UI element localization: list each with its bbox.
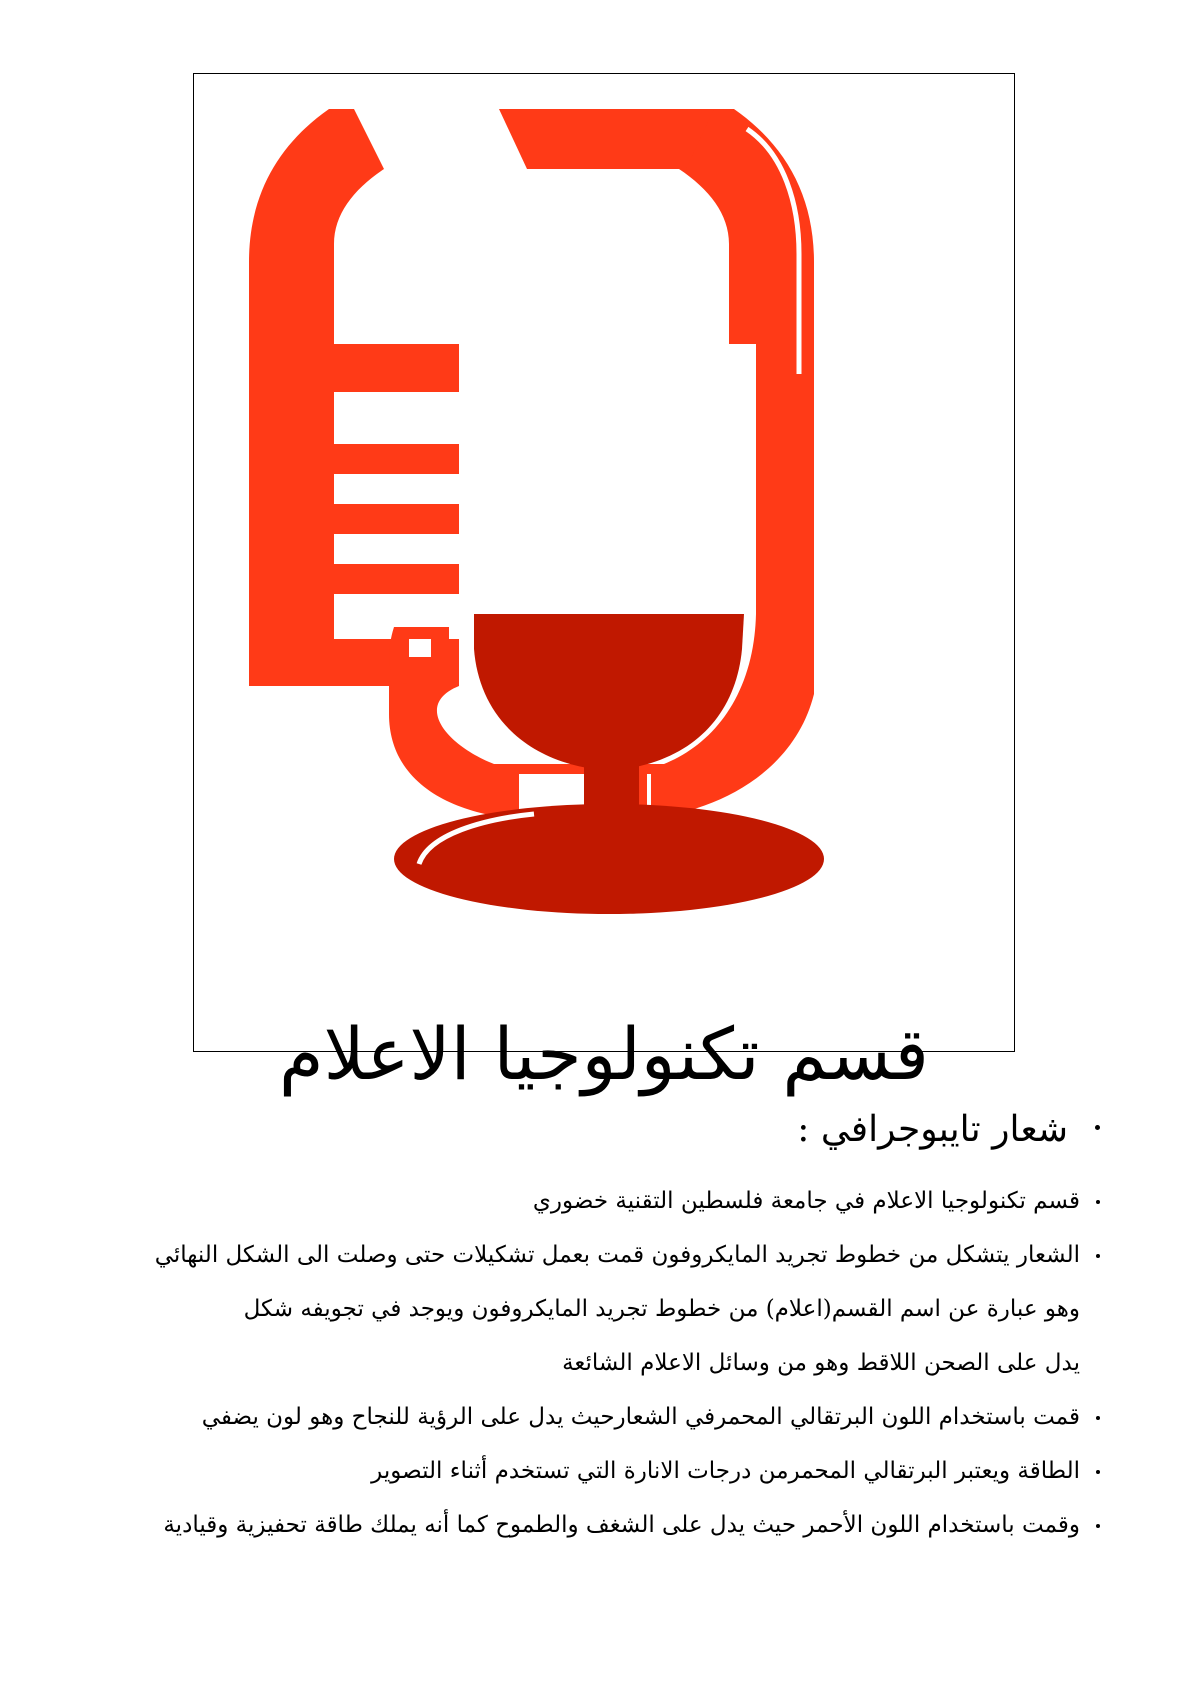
logo-top-bar [499,109,714,169]
microphone-logo-icon [194,74,1014,1051]
section-heading: شعار تايبوجرافي : [797,1109,1068,1150]
bullet-icon [1096,1254,1100,1258]
logo-stripe-gap-2 [334,474,729,504]
logo-inner-right [756,344,814,392]
list-item-text: يدل على الصحن اللاقط وهو من وسائل الاعلام الشائعة [562,1350,1080,1376]
logo-frame [193,73,1015,1096]
bullet-icon [1096,1524,1100,1528]
logo-base [394,804,824,914]
bullet-icon [1096,1416,1100,1420]
logo-stripe-gap-3 [334,534,729,564]
list-item-text: قمت باستخدام اللون البرتقالي المحمرفي الشعارحيث يدل على الرؤية للنجاح وهو لون يضفي [201,1404,1080,1430]
logo-handle-hole [409,639,431,657]
list-item-text: وقمت باستخدام اللون الأحمر حيث يدل على الشغف والطموح كما أنه يملك طاقة تحفيزية وقيادية [163,1512,1080,1538]
list-item-text: الطاقة ويعتبر البرتقالي المحمرمن درجات الانارة التي تستخدم أثناء التصوير [371,1458,1080,1484]
list-item-text: وهو عبارة عن اسم القسم(اعلام) من خطوط تجريد المايكروفون ويوجد في تجويفه شكل [243,1296,1080,1322]
bullet-icon [1095,1125,1100,1130]
logo-stripe-gap-1 [334,392,729,444]
list-item-text: قسم تكنولوجيا الاعلام في جامعة فلسطين التقنية خضوري [532,1188,1080,1214]
list-item-text: الشعار يتشكل من خطوط تجريد المايكروفون قمت بعمل تشكيلات حتى وصلت الى الشكل النهائي [154,1242,1080,1268]
logo-caption: قسم تكنولوجيا الاعلام [279,1012,929,1096]
bullet-icon [1096,1200,1100,1204]
bullet-icon [1096,1470,1100,1474]
heading-line [105,1105,1100,1165]
